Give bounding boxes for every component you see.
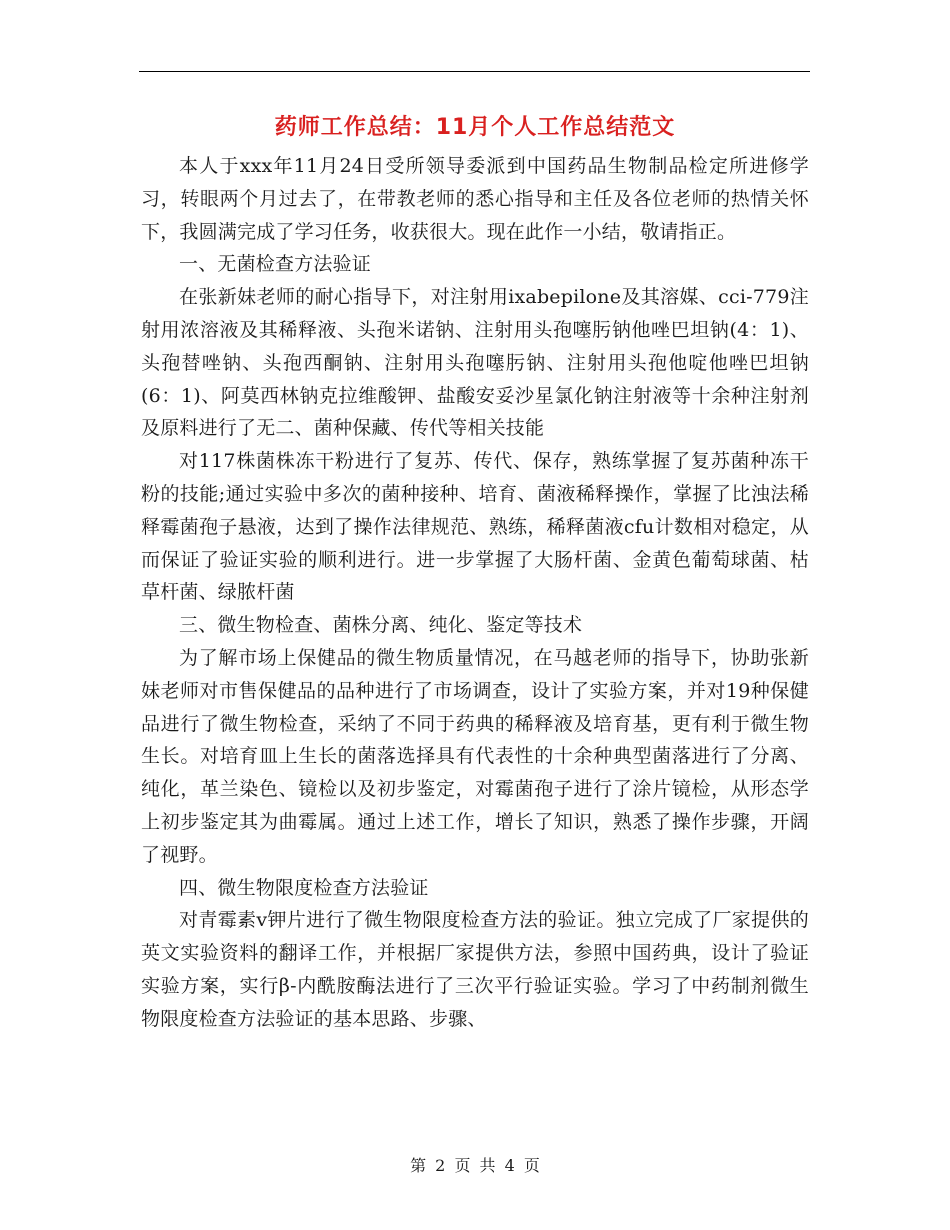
page-number-footer: 第 2 页 共 4 页 xyxy=(410,1156,540,1175)
paragraph-strains: 对117株菌株冻干粉进行了复苏、传代、保存，熟练掌握了复苏菌种冻干粉的技能;通过实验中多次的菌种接种、培育、菌液稀释操作，掌握了比浊法稀释霉菌孢子悬液，达到了操作法律规范、熟练，稀释菌液cfu计数相对稳定，从而保证了验证实验的顺利进行。进一步掌握了大肠杆菌、金黄色葡萄球菌、枯草杆菌、绿脓杆菌 xyxy=(141,450,809,604)
paragraph-intro: 本人于xxx年11月24日受所领导委派到中国药品生物制品检定所进修学习，转眼两个月过去了，在带教老师的悉心指导和主任及各位老师的热情关怀下，我圆满完成了学习任务，收获很大。现在此作一小结，敬请指正。 xyxy=(141,155,809,243)
paragraph-limit-test: 对青霉素v钾片进行了微生物限度检查方法的验证。独立完成了厂家提供的英文实验资料的翻译工作，并根据厂家提供方法，参照中国药典，设计了验证实验方案，实行β-内酰胺酶法进行了三次平行验证实验。学习了中药制剂微生物限度检查方法验证的基本思路、步骤、 xyxy=(141,909,809,1030)
document-title: 药师工作总结：11月个人工作总结范文 xyxy=(274,115,676,140)
paragraph-sterility: 在张新妹老师的耐心指导下，对注射用ixabepilone及其溶媒、cci-779注射用浓溶液及其稀释液、头孢米诺钠、注射用头孢噻肟钠他唑巴坦钠(4：1)、头孢替唑钠、头孢西酮钠、注射用头孢噻肟钠、注射用头孢他啶他唑巴坦钠(6：1)、阿莫西林钠克拉维酸钾、盐酸安妥沙星氯化钠注射液等十余种注射剂及原料进行了无二、菌种保藏、传代等相关技能 xyxy=(141,286,809,440)
section-heading-1: 一、无菌检查方法验证 xyxy=(179,253,372,276)
header-rule xyxy=(139,71,810,72)
document-body xyxy=(141,150,809,1036)
section-heading-3: 三、微生物检查、菌株分离、纯化、鉴定等技术 xyxy=(179,614,583,637)
section-heading-4: 四、微生物限度检查方法验证 xyxy=(179,876,429,899)
paragraph-health-products: 为了解市场上保健品的微生物质量情况，在马越老师的指导下，协助张新妹老师对市售保健品的品种进行了市场调查，设计了实验方案，并对19种保健品进行了微生物检查，采纳了不同于药典的稀释液及培育基，更有利于微生物生长。对培育皿上生长的菌落选择具有代表性的十余种典型菌落进行了分离、纯化，革兰染色、镜检以及初步鉴定，对霉菌孢子进行了涂片镜检，从形态学上初步鉴定其为曲霉属。通过上述工作，增长了知识，熟悉了操作步骤，开阔了视野。 xyxy=(141,646,809,866)
